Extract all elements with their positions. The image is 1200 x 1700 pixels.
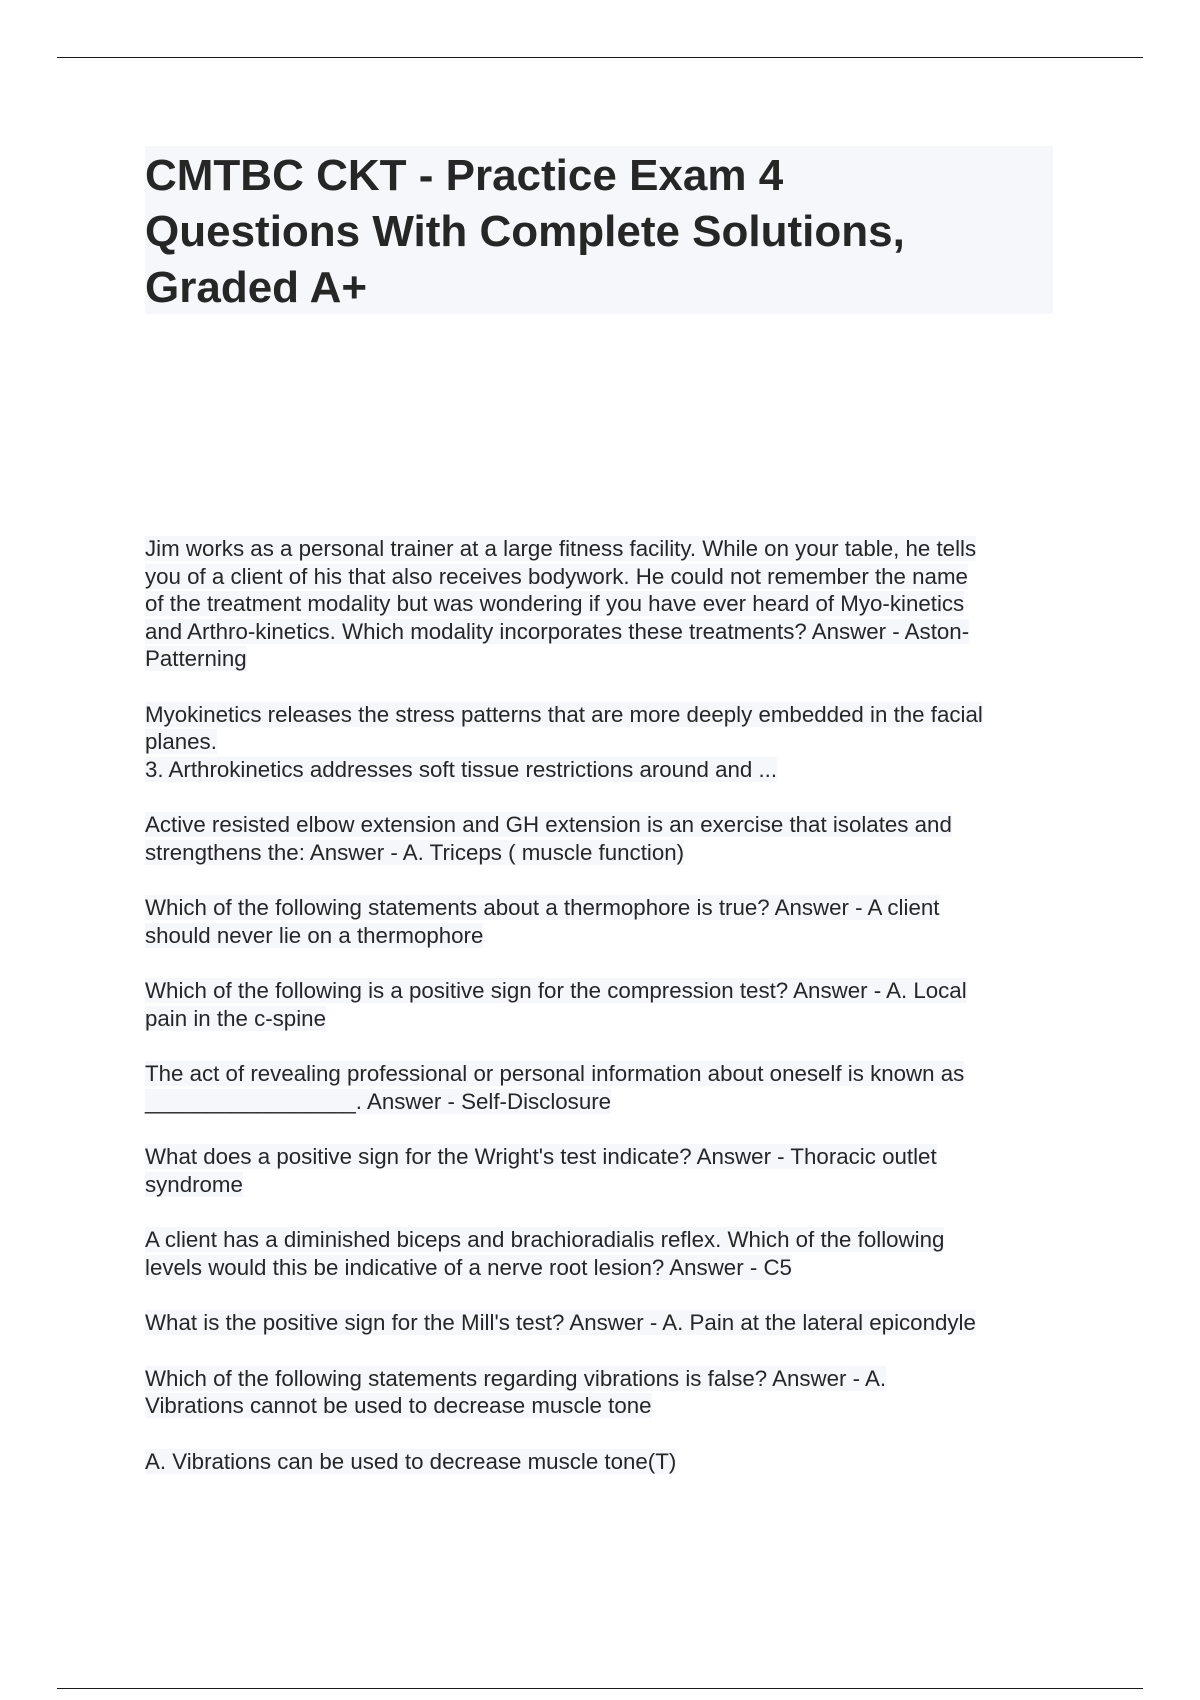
document-body [145, 535, 1065, 1503]
question-paragraph [145, 1448, 1065, 1476]
text-line: and Arthro-kinetics. Which modality incorporates these treatments? Answer - Aston- [145, 618, 970, 644]
text-line: strengthens the: Answer - A. Triceps ( muscle function) [145, 839, 685, 865]
question-paragraph [145, 1226, 1065, 1281]
question-paragraph [145, 1365, 1065, 1420]
question-paragraph [145, 701, 1065, 784]
text-line: you of a client of his that also receives bodywork. He could not remember the name [145, 563, 968, 589]
text-line: of the treatment modality but was wondering if you have ever heard of Myo-kinetics [145, 591, 965, 616]
text-line: Vibrations cannot be used to decrease muscle tone [145, 1393, 652, 1418]
question-paragraph [145, 1143, 1065, 1198]
question-paragraph [145, 1060, 1065, 1115]
title-line: CMTBC CKT - Practice Exam 4 [145, 151, 784, 200]
text-line: What does a positive sign for the Wright's test indicate? Answer - Thoracic outlet [145, 1144, 937, 1169]
text-line: Which of the following statements about a thermophore is true? Answer - A client [145, 895, 940, 920]
text-line: should never lie on a thermophore [145, 922, 484, 948]
text-line: Patterning [145, 646, 247, 671]
bottom-rule [57, 1688, 1143, 1689]
text-line: Jim works as a personal trainer at a large fitness facility. While on your table, he tells [145, 536, 977, 561]
document-title-block [145, 146, 1053, 314]
question-paragraph [145, 535, 1065, 673]
title-line: Graded A+ [145, 263, 368, 312]
document-title [145, 148, 1053, 316]
text-line: syndrome [145, 1171, 243, 1197]
text-line: The act of revealing professional or personal information about oneself is known as [145, 1061, 965, 1086]
text-line: What is the positive sign for the Mill's test? Answer - A. Pain at the lateral epicondyle [145, 1310, 976, 1335]
question-paragraph [145, 894, 1065, 949]
question-paragraph [145, 811, 1065, 866]
question-paragraph [145, 1309, 1065, 1337]
text-line: Which of the following statements regarding vibrations is false? Answer - A. [145, 1365, 887, 1391]
text-line: _________________. Answer - Self-Disclosure [145, 1088, 612, 1114]
text-line: Which of the following is a positive sign for the compression test? Answer - A. Local [145, 978, 967, 1003]
text-line: levels would this be indicative of a nerve root lesion? Answer - C5 [145, 1254, 792, 1280]
text-line: pain in the c-spine [145, 1005, 326, 1031]
text-line: A client has a diminished biceps and brachioradialis reflex. Which of the following [145, 1227, 945, 1252]
text-line: A. Vibrations can be used to decrease muscle tone(T) [145, 1448, 677, 1474]
text-line: Active resisted elbow extension and GH extension is an exercise that isolates and [145, 812, 952, 837]
question-paragraph [145, 977, 1065, 1032]
text-line: 3. Arthrokinetics addresses soft tissue restrictions around and ... [145, 756, 778, 782]
text-line: planes. [145, 729, 217, 754]
text-line: Myokinetics releases the stress patterns that are more deeply embedded in the facial [145, 701, 983, 727]
top-rule [57, 57, 1143, 58]
title-line: Questions With Complete Solutions, [145, 207, 905, 256]
